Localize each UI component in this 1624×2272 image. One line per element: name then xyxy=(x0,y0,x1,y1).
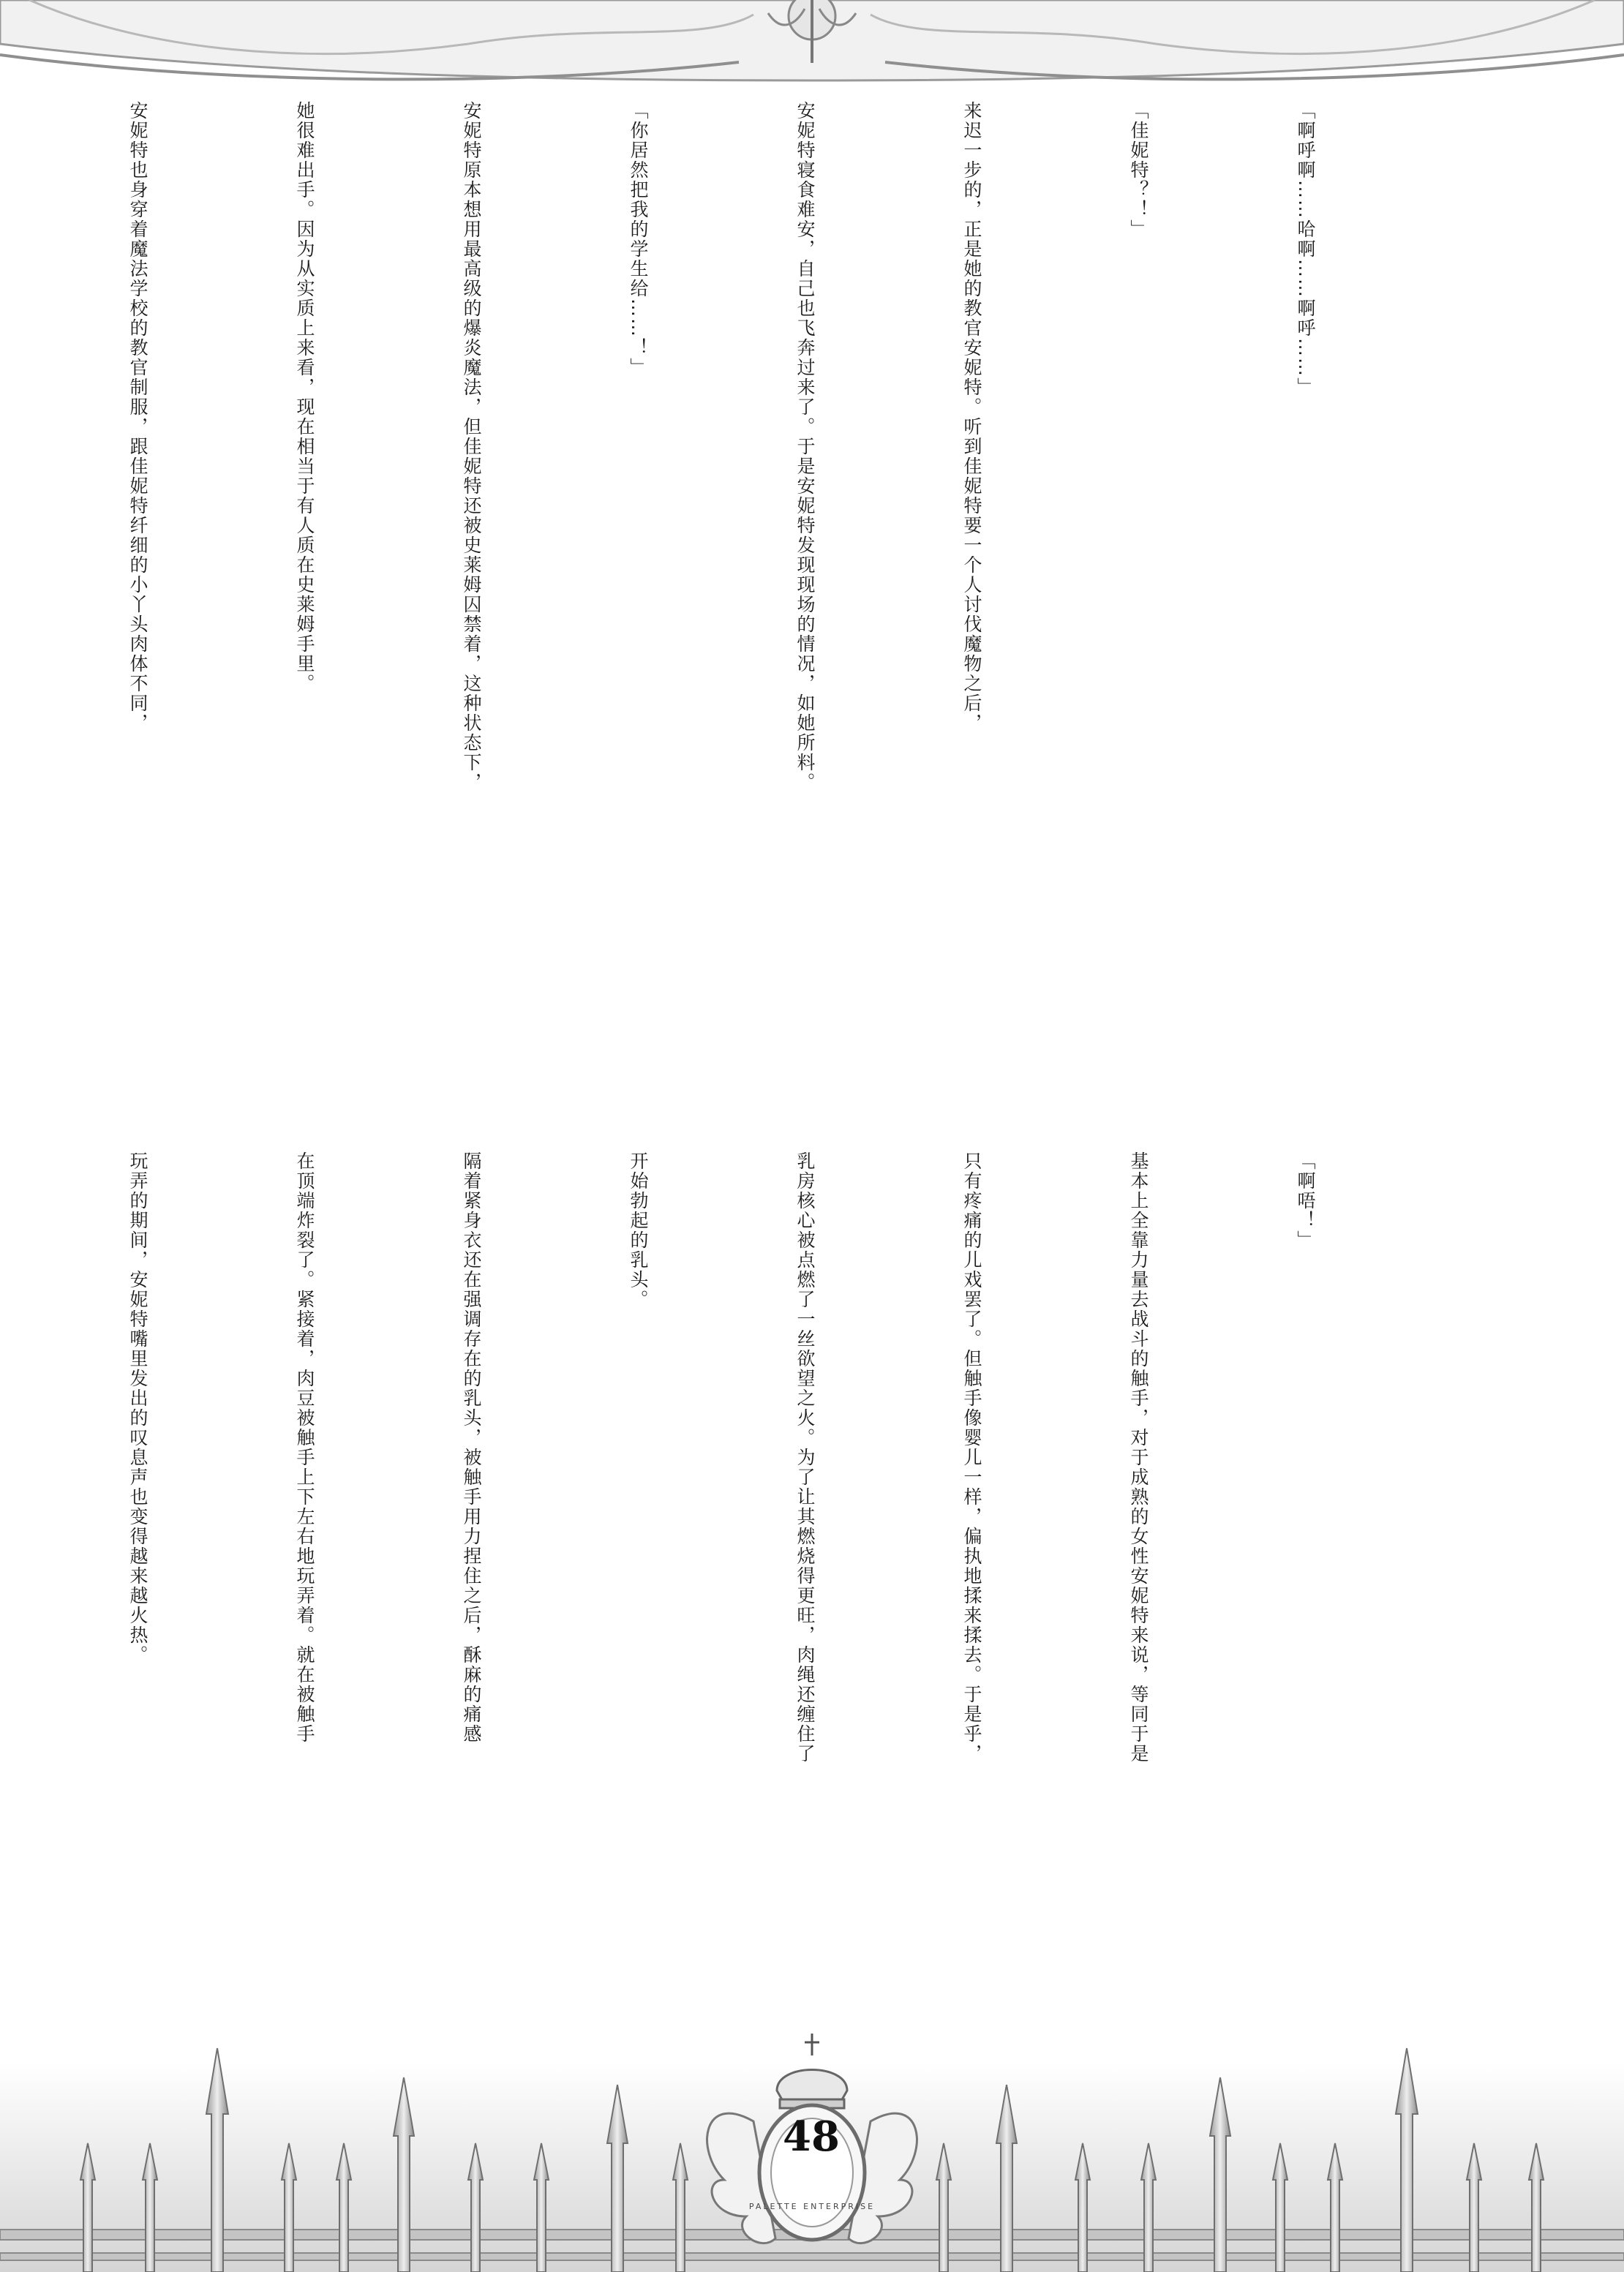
lower-text-block xyxy=(0,1151,1444,2029)
lower-line: 隔着紧身衣还在强调存在的乳头，被触手用力捏住之后，酥麻的痛感 xyxy=(461,1151,482,1744)
lower-line: 基本上全靠力量去战斗的触手，对于成熟的女性安妮特来说，等同于是 xyxy=(1128,1151,1149,1764)
upper-line: 「啊呼啊……哈啊……啊呼……」 xyxy=(1295,101,1316,397)
upper-line: 安妮特也身穿着魔法学校的教官制服，跟佳妮特纤细的小丫头肉体不同， xyxy=(127,101,149,733)
upper-line: 「佳妮特？！」 xyxy=(1128,101,1149,239)
lower-line: 玩弄的期间，安妮特嘴里发出的叹息声也变得越来越火热。 xyxy=(127,1151,149,1665)
page-number: 48 xyxy=(783,2113,840,2161)
lower-line: 「啊唔！」 xyxy=(1295,1151,1316,1250)
upper-line: 她很难出手。因为从实质上来看，现在相当于有人质在史莱姆手里。 xyxy=(294,101,315,693)
top-curtain-ornament xyxy=(0,0,1624,88)
upper-text-block xyxy=(0,101,1444,1037)
upper-line: 来迟一步的，正是她的教官安妮特。听到佳妮特要一个人讨伐魔物之后， xyxy=(961,101,982,733)
lower-line: 只有疼痛的儿戏罢了。但触手像婴儿一样，偏执地揉来揉去。于是乎， xyxy=(961,1151,982,1764)
lower-line: 在顶端炸裂了。紧接着，肉豆被触手上下左右地玩弄着。就在被触手 xyxy=(294,1151,315,1744)
lower-line: 开始勃起的乳头。 xyxy=(628,1151,649,1309)
upper-line: 「你居然把我的学生给……！」 xyxy=(628,101,649,377)
upper-line: 安妮特原本想用最高级的爆炎魔法，但佳妮特还被史莱姆囚禁着，这种状态下， xyxy=(461,101,482,792)
lower-line: 乳房核心被点燃了一丝欲望之火。为了让其燃烧得更旺，肉绳还缠住了 xyxy=(794,1151,816,1764)
brand-label: PALETTE ENTERPRISE xyxy=(748,2202,876,2211)
upper-line: 安妮特寝食难安，自己也飞奔过来了。于是安妮特发现现场的情况，如她所料。 xyxy=(794,101,816,792)
